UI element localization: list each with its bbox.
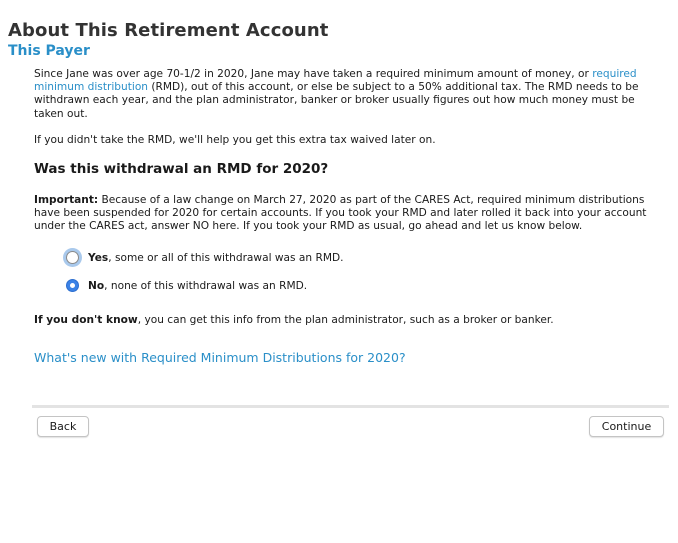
dont-know-text: , you can get this info from the plan administrator, such as a broker or banker.	[137, 314, 554, 326]
option-yes-label[interactable]: Yes, some or all of this withdrawal was an RMD.	[88, 251, 344, 264]
intro-text-before-link: Since Jane was over age 70-1/2 in 2020, Jane may have taken a required minimum amount of money, or	[34, 68, 593, 80]
footer-divider	[32, 405, 669, 408]
whats-new-link[interactable]: What's new with Required Minimum Distributions for 2020?	[34, 350, 406, 365]
important-note	[34, 194, 656, 234]
intro-text-after-link: (RMD), out of this account, or else be subject to a 50% additional tax. The RMD needs to be withdrawn each year, and the plan administrator, banker or broker usually figures out how much money must be taken out.	[34, 81, 639, 120]
question-heading: Was this withdrawal an RMD for 2020?	[34, 161, 329, 177]
back-button[interactable]: Back	[37, 416, 89, 437]
intro-paragraph	[34, 68, 654, 121]
radio-no[interactable]	[66, 279, 79, 292]
option-yes[interactable]	[66, 251, 344, 264]
option-no-label[interactable]: No, none of this withdrawal was an RMD.	[88, 279, 308, 292]
radio-yes[interactable]	[66, 251, 79, 264]
page-title: About This Retirement Account	[8, 20, 329, 41]
important-text: Because of a law change on March 27, 2020 as part of the CARES Act, required minimum distributions have been suspended for 2020 for certain accounts. If you took your RMD and later rolled it back into your account under the CARES act, answer NO here. If you took your RMD as usual, go ahead and let us know below.	[34, 194, 647, 233]
waiver-paragraph: If you didn't take the RMD, we'll help you get this extra tax waived later on.	[34, 133, 436, 146]
dont-know-note	[34, 314, 554, 326]
intro-section	[34, 68, 654, 147]
important-label: Important:	[34, 194, 99, 206]
option-no[interactable]	[66, 279, 307, 292]
continue-button[interactable]: Continue	[589, 416, 664, 437]
page-subtitle: This Payer	[8, 43, 90, 59]
dont-know-bold: If you don't know	[34, 314, 138, 326]
rmd-definition-link[interactable]: required minimum distribution	[34, 68, 637, 94]
